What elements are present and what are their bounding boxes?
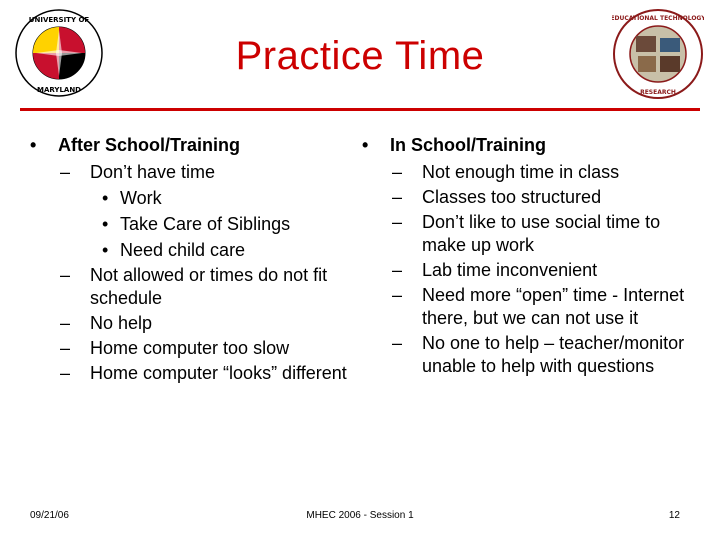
list-item [362,332,692,378]
dash-marker: – [392,333,403,353]
dash-marker: – [392,285,403,305]
dash-marker: – [60,162,71,182]
list-item [30,362,350,385]
svg-text:RESEARCH: RESEARCH [640,89,676,96]
list-item-text: Don’t have time [90,162,216,182]
list-item [30,161,350,184]
dash-marker: – [392,187,403,207]
list-item [362,161,692,184]
list-item [362,211,692,257]
right-heading-text: In School/Training [390,135,547,155]
title-divider [20,108,700,111]
sub-list-item [30,238,350,262]
page-title: Practice Time [235,34,485,78]
list-item [30,264,350,310]
dash-marker: – [60,338,71,358]
dash-marker: – [60,265,71,285]
bullet-marker: • [362,135,369,155]
list-item [362,186,692,209]
list-item-text: Classes too structured [422,187,602,207]
right-heading [362,133,692,157]
left-heading-text: After School/Training [58,135,241,155]
bullet-marker: • [102,188,109,208]
list-item [30,337,350,360]
sub-list-item [30,212,350,236]
sub-list-item-text: Need child care [120,240,246,260]
list-item-text: No one to help – teacher/monitor unable to help with questions [422,333,685,376]
educational-technology-outreach-seal-icon [612,8,704,100]
left-column [30,133,350,385]
bullet-marker: • [30,135,37,155]
dash-marker: – [392,162,403,182]
footer-session: MHEC 2006 - Session 1 [306,510,414,521]
list-item-text: Not enough time in class [422,162,620,182]
list-item [30,312,350,335]
list-item [362,284,692,330]
list-item-text: Home computer “looks” different [90,363,347,383]
list-item-text: Need more “open” time - Internet there, but we can not use it [422,285,685,328]
dash-marker: – [60,363,71,383]
list-item [362,259,692,282]
sub-list-item-text: Take Care of Siblings [120,214,291,234]
bullet-marker: • [102,240,109,260]
svg-text:UNIVERSITY OF: UNIVERSITY OF [28,16,90,24]
list-item-text: Don’t like to use social time to make up work [422,212,661,255]
dash-marker: – [392,260,403,280]
sub-list-item [30,186,350,210]
dash-marker: – [392,212,403,232]
dash-marker: – [60,313,71,333]
svg-text:EDUCATIONAL TECHNOLOGY: EDUCATIONAL TECHNOLOGY [612,15,704,22]
list-item-text: No help [90,313,153,333]
list-item-text: Lab time inconvenient [422,260,598,280]
page-number: 12 [668,510,680,521]
bullet-marker: • [102,214,109,234]
left-heading [30,133,350,157]
sub-list-item-text: Work [120,188,162,208]
list-item-text: Home computer too slow [90,338,290,358]
svg-text:MARYLAND: MARYLAND [36,86,82,94]
right-column [362,133,692,378]
list-item-text: Not allowed or times do not fit schedule [90,265,328,308]
footer-date: 09/21/06 [30,510,69,521]
